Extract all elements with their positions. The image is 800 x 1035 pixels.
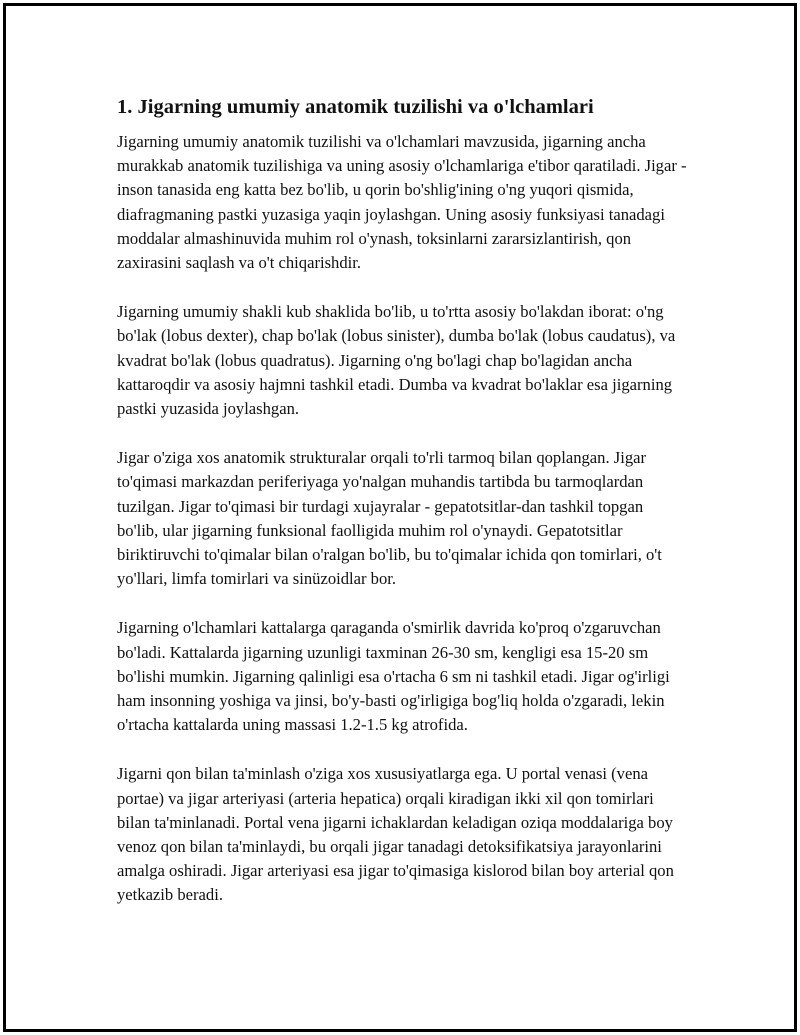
section-heading: 1. Jigarning umumiy anatomik tuzilishi va o'lchamlari [117, 96, 594, 118]
document-body [117, 92, 687, 933]
paragraph-general-structure: Jigarning umumiy anatomik tuzilishi va o'lchamlari mavzusida, jigarning ancha murakkab anatomik tuzilishiga va uning asosiy o'lchamlariga e'tibor qaratiladi. Jigar - inson tanasida eng katta bez bo'lib, u qorin bo'shlig'ining o'ng yuqori qismida, diafragmaning pastki yuzasiga yaqin joylashgan. Uning asosiy funksiyasi tanadagi moddalar almashinuvida muhim rol o'ynash, toksinlarni zararsizlantirish, qon zaxirasini saqlash va o't chiqarishdir. [117, 132, 687, 273]
paragraph-dimensions: Jigarning o'lchamlari kattalarga qaraganda o'smirlik davrida ko'proq o'zgaruvchan bo'ladi. Kattalarda jigarning uzunligi taxminan 26-30 sm, kengligi esa 15-20 sm bo'lishi mumkin. Jigarning qalinligi esa o'rtacha 6 sm ni tashkil etadi. Jigar og'irligi ham insonning yoshiga va jinsi, bo'y-basti og'irligiga bog'liq holda o'zgaradi, lekin o'rtacha kattalarda uning massasi 1.2-1.5 kg atrofida. [117, 618, 670, 735]
paragraph-blood-supply: Jigarni qon bilan ta'minlash o'ziga xos xususiyatlarga ega. U portal venasi (vena portae) va jigar arteriyasi (arteria hepatica) orqali kiradigan ikki xil qon tomirlari bilan ta'minlanadi. Portal vena jigarni ichaklardan keladigan oziqa moddalariga boy venoz qon bilan ta'minlaydi, bu orqali jigar tanadagi detoksifikatsiya jarayonlarini amalga oshiradi. Jigar arteriyasi esa jigar to'qimasiga kislorod bilan boy arterial qon yetkazib beradi. [117, 764, 674, 905]
paragraph-tissue-structure: Jigar o'ziga xos anatomik strukturalar orqali to'rli tarmoq bilan qoplangan. Jigar to'qimasi markazdan periferiyaga yo'nalgan muhandis tartibda bu tarmoqlardan tuzilgan. Jigar to'qimasi bir turdagi xujayralar - gepatotsitlar-dan tashkil topgan bo'lib, ular jigarning funksional faolligida muhim rol o'ynaydi. Gepatotsitlar biriktiruvchi to'qimalar bilan o'ralgan bo'lib, bu to'qimalar ichida qon tomirlari, o't yo'llari, limfa tomirlari va sinüzoidlar bor. [117, 448, 662, 589]
paragraph-lobes: Jigarning umumiy shakli kub shaklida bo'lib, u to'rtta asosiy bo'lakdan iborat: o'ng bo'lak (lobus dexter), chap bo'lak (lobus sinister), dumba bo'lak (lobus caudatus), va kvadrat bo'lak (lobus quadratus). Jigarning o'ng bo'lagi chap bo'lagidan ancha kattaroqdir va asosiy hajmni tashkil etadi. Dumba va kvadrat bo'laklar esa jigarning pastki yuzasida joylashgan. [117, 302, 676, 419]
